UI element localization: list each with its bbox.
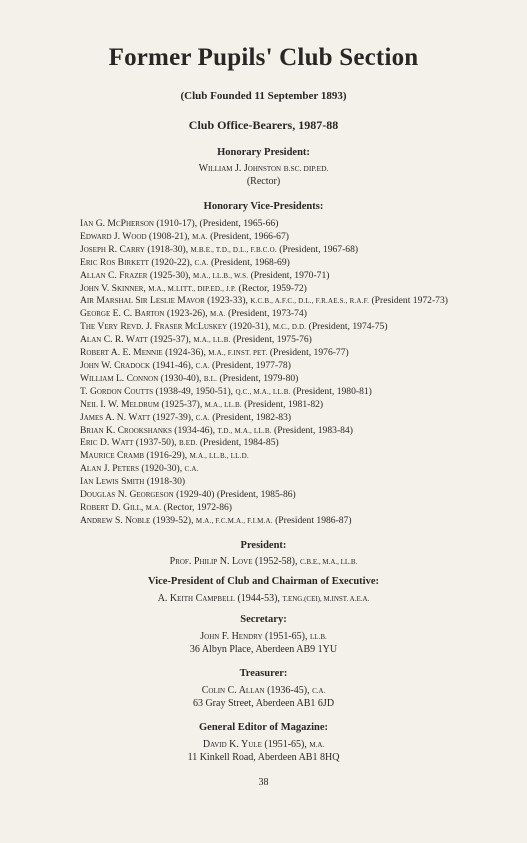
honorary-vice-presidents-heading: Honorary Vice-Presidents: — [203, 201, 324, 212]
honorary-president-role: (Rector) — [246, 176, 281, 187]
treasurer-address: 63 Gray Street, Aberdeen AB1 6JD — [192, 698, 335, 709]
editor-heading: General Editor of Magazine: — [199, 722, 328, 733]
treasurer-line: Colin C. Allan (1936-45), C.A. — [201, 685, 326, 696]
list-item: Allan C. Frazer (1925-30), M.A., LL.B., W.S. (President, 1970-71) — [80, 269, 330, 281]
vice-president-line: A. Keith Campbell (1944-53), T.ENG.(CEI), M.INST. A.E.A. — [157, 593, 370, 604]
vice-president-name: A. Keith Campbell — [157, 593, 235, 604]
secretary-name: John F. Hendry — [200, 631, 263, 642]
list-item: The Very Revd. J. Fraser McLuskey (1920-31), M.C., D.D. (President, 1974-75) — [80, 321, 388, 333]
president-name: Prof. Philip N. Love — [169, 556, 253, 567]
secretary-line: John F. Hendry (1951-65), LL.B. — [200, 631, 327, 642]
list-item: John V. Skinner, M.A., M.LITT., DIP.ED., J.P. (Rector, 1959-72) — [80, 282, 307, 294]
list-item: Eric Ros Birkett (1920-22), C.A. (President, 1968-69) — [80, 256, 290, 268]
club-founded-note: (Club Founded 11 September 1893) — [180, 90, 347, 102]
honorary-vice-presidents-list — [80, 218, 480, 528]
page-number: 38 — [258, 777, 269, 788]
list-item: Maurice Cramb (1916-29), M.A., LL.B., LL.D. — [80, 450, 249, 462]
editor-address: 11 Kinkell Road, Aberdeen AB1 8HQ — [187, 752, 340, 763]
list-item: Robert D. Gill, M.A. (Rector, 1972-86) — [80, 501, 232, 513]
list-item: Ian Lewis Smith (1918-30) — [80, 476, 186, 488]
president-line: Prof. Philip N. Love (1952-58), C.B.E., M.A., LL.B. — [169, 556, 358, 567]
treasurer-heading: Treasurer: — [239, 668, 288, 679]
honorary-president-name: William J. Johnston — [198, 163, 282, 174]
list-item: Alan J. Peters (1920-30), C.A. — [80, 463, 199, 475]
list-item: Joseph R. Carry (1918-30), M.B.E., T.D., D.L., F.B.C.O. (President, 1967-68) — [80, 243, 359, 255]
honorary-president-name-line — [0, 163, 527, 174]
list-item: Ian G. McPherson (1910-17), (President, 1965-66) — [80, 218, 279, 229]
list-item: John W. Cradock (1941-46), C.A. (President, 1977-78) — [80, 359, 291, 371]
list-item: Alan C. R. Watt (1925-37), M.A., LL.B. (President, 1975-76) — [80, 334, 312, 346]
list-item: Douglas N. Georgeson (1929-40) (President, 1985-86) — [80, 489, 296, 501]
honorary-president-degrees: B.SC. DIP.ED. — [283, 164, 329, 173]
list-item: Edward J. Wood (1908-21), M.A. (President, 1966-67) — [80, 230, 289, 242]
page-title: Former Pupils' Club Section — [108, 44, 419, 71]
list-item: Brian K. Crookshanks (1934-46), T.D., M.A., LL.B. (President, 1983-84) — [80, 424, 353, 436]
list-item: William L. Connon (1930-40), B.L. (President, 1979-80) — [80, 372, 299, 384]
treasurer-name: Colin C. Allan — [201, 685, 265, 696]
secretary-address: 36 Albyn Place, Aberdeen AB9 1YU — [189, 644, 338, 655]
editor-line: David K. Yule (1951-65), M.A. — [202, 739, 325, 750]
editor-name: David K. Yule — [202, 739, 262, 750]
president-heading: President: — [240, 540, 287, 551]
list-item: Eric D. Watt (1937-50), B.ED. (President, 1984-85) — [80, 437, 279, 449]
list-item: George E. C. Barton (1923-26), M.A. (President, 1973-74) — [80, 308, 307, 320]
office-bearers-heading: Club Office-Bearers, 1987-88 — [188, 118, 339, 132]
list-item: Robert A. E. Mennie (1924-36), M.A., F.INST. PET. (President, 1976-77) — [80, 347, 349, 359]
vice-president-heading: Vice-President of Club and Chairman of Executive: — [148, 576, 379, 587]
list-item: James A. N. Watt (1927-39), C.A. (President, 1982-83) — [80, 411, 292, 423]
list-item: Andrew S. Noble (1939-52), M.A., F.C.M.A., F.I.M.A. (President 1986-87) — [80, 514, 352, 526]
secretary-heading: Secretary: — [240, 614, 287, 625]
list-item: Neil I. W. Meldrum (1925-37), M.A., LL.B. (President, 1981-82) — [80, 398, 324, 410]
list-item: Air Marshal Sir Leslie Mavor (1923-33), K.C.B., A.F.C., D.L., F.R.AE.S., R.A.F. (President 1972-73) — [80, 295, 448, 307]
honorary-president-heading: Honorary President: — [217, 147, 310, 158]
list-item: T. Gordon Coutts (1938-49, 1950-51), Q.C., M.A., LL.B. (President, 1980-81) — [80, 385, 372, 397]
